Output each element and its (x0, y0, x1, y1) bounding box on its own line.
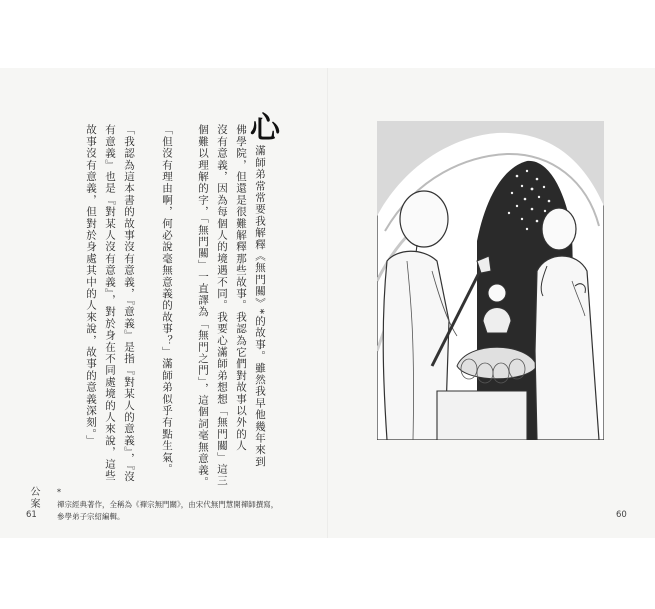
book-gutter (327, 68, 328, 538)
footnote-mark: * (57, 488, 61, 497)
page-number-right: 60 (616, 510, 627, 520)
page-number-left: 61 (26, 510, 37, 520)
illustration-monks-buddha (377, 121, 604, 440)
text-column-6: 「我認為這本書的故事沒有意義，『意義』是指『對某人的意義』，『沒 (123, 124, 135, 483)
text-column-1: 滿師弟常常要我解釋《無門關》*的故事。雖然我早他幾年來到 (254, 145, 266, 468)
footnote-line-2: 參學弟子宗紹編輯。 (57, 512, 125, 521)
drop-cap: 心 (250, 111, 280, 146)
text-column-2: 佛學院，但還是很難解釋那些故事。我認為它們對故事以外的人 (235, 124, 247, 452)
footnote-line-1: 禪宗經典著作，全稱為《禪宗無門關》，由宋代無門慧開禪師撰寫， (57, 500, 279, 509)
text-column-8: 故事沒有意義，但對於身處其中的人來說，故事的意義深刻。」 (85, 124, 97, 447)
text-column-3: 沒有意義，因為每個人的境遇不同。我要心滿師弟想想「無門關」這三 (216, 124, 228, 487)
text-column-4: 個難以理解的字，「無門關」一直譯為「無門之門」，這個詞毫無意義。 (197, 124, 209, 488)
text-column-5: 「但沒有理由啊，何必說毫無意義的故事？」滿師弟似乎有點生氣。 (161, 124, 173, 475)
running-header: 公案 (28, 486, 39, 510)
text-column-7: 有意義』也是『對某人沒有意義』，對於身在不同處境的人來說，這些 (104, 124, 116, 482)
